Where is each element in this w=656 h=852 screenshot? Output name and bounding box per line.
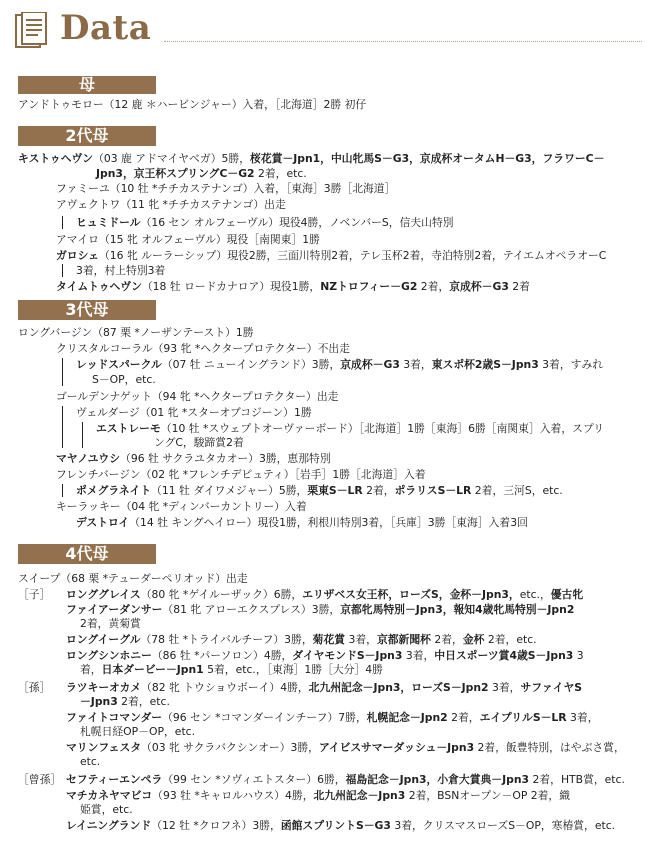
list-item: 姫賞，etc. — [80, 803, 133, 816]
list-item: スイープ（68 栗 *テューダーペリオッド）出走 — [18, 572, 248, 585]
list-item: ラツキーオカメ（82 牝 トウショウボーイ）4勝，北九州記念－Jpn3，ローズS－Jpn2 3着，サファイヤS — [66, 681, 583, 694]
list-item: etc. — [80, 755, 101, 768]
list-item: キーラッキー（04 牝 *ディンバーカントリー）入着 — [56, 500, 307, 513]
list-item: ングC，駿蹄賞2着 — [154, 436, 244, 449]
generation-label: ［孫］ — [18, 681, 51, 694]
section-2nd-dam: 2代母 — [18, 126, 156, 146]
list-item: ロングシンホニー（86 牡 *パーソロン）4勝，ダイヤモンドS－Jpn3 3着，中日スポーツ賞4歳S－Jpn3 3 — [66, 649, 584, 662]
list-item: －Jpn3 2着，etc. — [80, 695, 170, 708]
list-item: 3着，村上特別3着 — [76, 264, 166, 277]
page-title: Data — [60, 8, 152, 48]
list-item: フレンチバージン（02 牝 *フレンチデピュティ）［岩手］1勝［北海道］入着 — [56, 468, 426, 481]
list-item: ロンググレイス（80 牝 *ゲイルーザック）6勝，エリザベス女王杯，ローズS，金杯－Jpn3，etc.，優古牝 — [66, 588, 584, 601]
tree-line — [62, 358, 63, 386]
generation-label: ［曾孫］ — [18, 773, 62, 786]
tree-line — [62, 264, 63, 277]
list-item: 着，日本ダービー－Jpn1 5着，etc.，［東海］1勝［大分］4勝 — [80, 663, 383, 676]
list-item: クリスタルコーラル（93 牝 *ヘクタープロテクター）不出走 — [56, 342, 350, 355]
list-item: ファイトコマンダー（96 セン *コマンダーインチーフ）7勝，札幌記念－Jpn2 2着，エイプリルS－LR 3着， — [66, 711, 599, 724]
tree-line — [82, 422, 83, 448]
list-item: ファミーユ（10 牡 *チチカステナンゴ）入着，［東海］3勝［北海道］ — [56, 182, 396, 195]
list-item: アヴェクトワ（11 牝 *チチカステナンゴ）出走 — [56, 198, 286, 211]
list-item: ゴールデンナゲット（94 牝 *ヘクタープロテクター）出走 — [56, 390, 339, 403]
list-item: 札幌日経OP－OP，etc. — [80, 725, 196, 738]
section-4th-dam: 4代母 — [18, 544, 156, 564]
tree-line — [62, 484, 63, 497]
list-item: ロングバージン（87 栗 *ノーザンテースト）1勝 — [18, 326, 254, 339]
list-item: ファイアーダンサー（81 牝 アローエクスプレス）3勝，京都牝馬特別－Jpn3，報知4歳牝馬特別－Jpn2 — [66, 603, 575, 616]
header — [14, 8, 642, 54]
list-item: ガロシェ（16 牝 ルーラーシップ）現役2勝，三面川特別2着，テレ玉杯2着，寺泊特別2着，テイエムオペラオーC — [56, 249, 607, 262]
tree-line — [62, 216, 63, 229]
document-icon — [14, 12, 50, 50]
tree-line — [62, 406, 63, 448]
list-item: エストレーモ（10 牡 *スウェプトオーヴァーボード）［北海道］1勝［東海］6勝［南関東］入着，スプリ — [96, 422, 605, 435]
list-item: マチカネヤマビコ（93 牡 *キャロルハウス）4勝，北九州記念－Jpn3 2着，BSNオープン－OP 2着，織 — [66, 789, 571, 802]
list-item: デストロイ（14 牡 キングヘイロー）現役1勝，利根川特別3着，［兵庫］3勝［東海］入着3回 — [76, 516, 528, 529]
section-3rd-dam: 3代母 — [18, 300, 156, 320]
dam-line: アンドトゥモロー（12 鹿 ＊ハービンジャー）入着，［北海道］2勝 初仔 — [18, 98, 367, 111]
list-item: セフティーエンペラ（99 セン *ソヴィエトスター）6勝，福島記念－Jpn3，小倉大賞典－Jpn3 2着，HTB賞，etc. — [66, 773, 625, 786]
list-item: 2着，黄菊賞 — [80, 617, 141, 630]
list-item: ロングイーグル（78 牡 *トライバルチーフ）3勝，菊花賞 3着，京都新聞杯 2着，金杯 2着，etc. — [66, 633, 537, 646]
list-item: レッドスパークル（07 牡 ニューイングランド）3勝，京成杯－G3 3着，東スポ杯2歳S－Jpn3 3着，すみれ — [76, 358, 604, 371]
list-item: アマイロ（15 牝 オルフェーヴル）現役［南関東］1勝 — [56, 233, 320, 246]
section-dam: 母 — [18, 76, 156, 94]
list-item: ポメグラネイト（11 牡 ダイワメジャー）5勝，栗東S－LR 2着，ポラリスS－LR 2着，三河S，etc. — [76, 484, 563, 497]
generation-label: ［子］ — [18, 588, 51, 601]
list-item: ヒュミドール（16 セン オルフェーヴル）現役4勝，ノベンバーS，信夫山特別 — [76, 216, 454, 229]
list-item: ヴェルダージ（01 牝 *スターオブコジーン）1勝 — [76, 406, 312, 419]
list-item: タイムトゥヘヴン（18 牡 ロードカナロア）現役1勝，NZトロフィー－G2 2着，京成杯－G3 2着 — [56, 280, 530, 293]
list-item: レイニングランド（12 牡 *クロフネ）3勝，函館スプリントS－G3 3着，クリスマスローズS－OP，寒椿賞，etc. — [66, 819, 616, 832]
dotted-rule — [164, 41, 642, 42]
list-item: S－OP，etc. — [92, 373, 156, 386]
list-item: マヤノユウシ（96 牡 サクラユタカオー）3勝，恵那特別 — [56, 452, 331, 465]
list-item: Jpn3，京王杯スプリングC－G2 2着，etc. — [96, 167, 307, 180]
list-item: キストゥヘヴン（03 鹿 アドマイヤベガ）5勝，桜花賞－Jpn1，中山牝馬S－G3，京成杯オータムH－G3，フラワーC－ — [18, 152, 605, 165]
list-item: マリンフェスタ（03 牝 サクラバクシンオー）3勝，アイビスサマーダッシュ－Jpn3 2着，飯豊特別，はやぶさ賞， — [66, 741, 625, 754]
